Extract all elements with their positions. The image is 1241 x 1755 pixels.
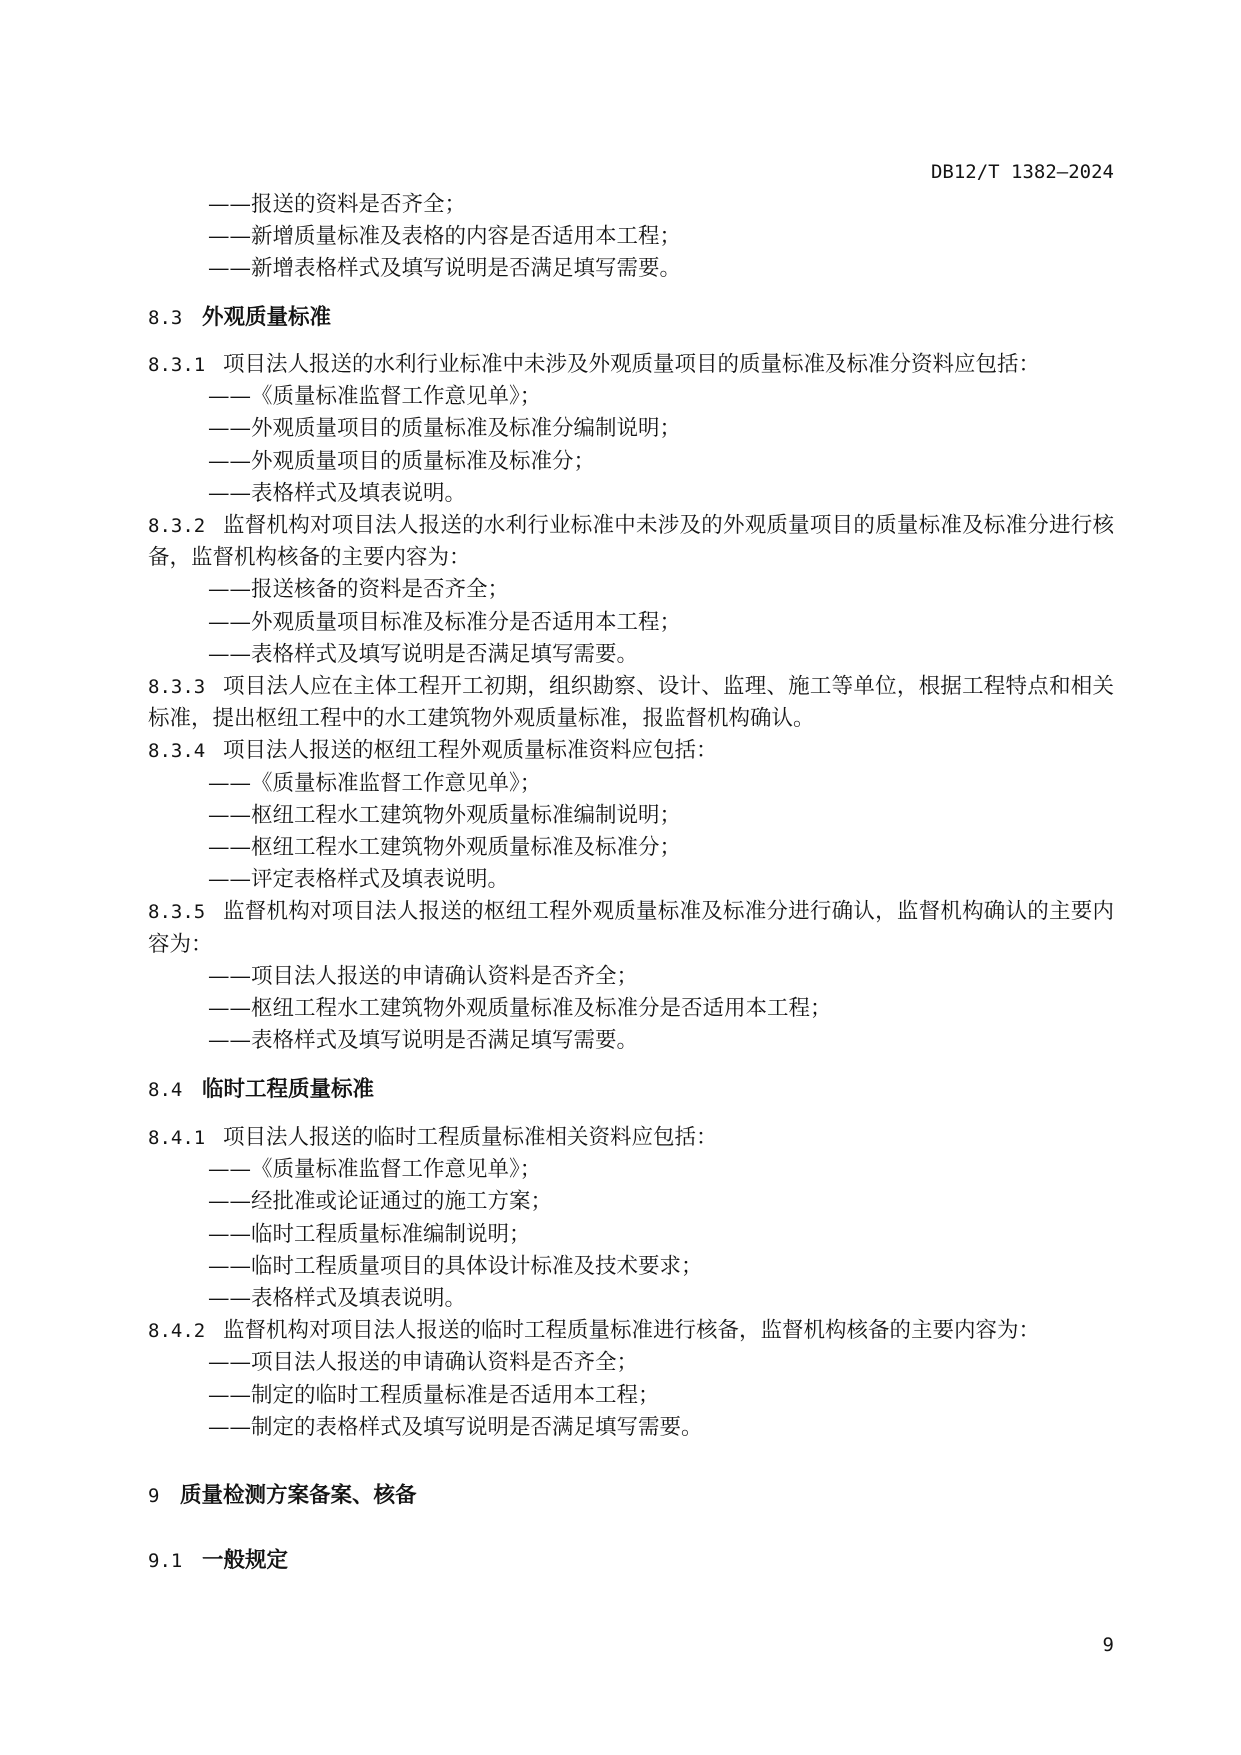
section-heading-8-4 bbox=[148, 1074, 374, 1106]
list-item: ——枢纽工程水工建筑物外观质量标准及标准分； bbox=[208, 835, 682, 860]
clause-8-4-1 bbox=[148, 1122, 718, 1154]
clause-8-3-3 bbox=[148, 671, 1114, 703]
clause-text-line: 项目法人报送的临时工程质量标准相关资料应包括： bbox=[223, 1125, 718, 1150]
list-item: ——表格样式及填写说明是否满足填写需要。 bbox=[208, 642, 639, 667]
section-title: 临时工程质量标准 bbox=[202, 1077, 375, 1102]
list-item: ——表格样式及填表说明。 bbox=[208, 481, 467, 506]
list-item: ——临时工程质量标准编制说明； bbox=[208, 1222, 531, 1247]
list-item: ——表格样式及填写说明是否满足填写需要。 bbox=[208, 1028, 639, 1053]
page-number: 9 bbox=[1102, 1634, 1114, 1656]
list-item: ——枢纽工程水工建筑物外观质量标准编制说明； bbox=[208, 803, 682, 828]
clause-8-3-5 bbox=[148, 896, 1114, 928]
clause-number: 8.3.4 bbox=[148, 740, 206, 762]
clause-text-continuation: 备，监督机构核备的主要内容为： bbox=[148, 545, 471, 570]
list-item: ——外观质量项目标准及标准分是否适用本工程； bbox=[208, 610, 682, 635]
clause-8-3-2 bbox=[148, 510, 1114, 542]
clause-8-3-4 bbox=[148, 735, 718, 767]
list-item: ——《质量标准监督工作意见单》； bbox=[208, 1157, 542, 1182]
clause-text-continuation: 标准，提出枢纽工程中的水工建筑物外观质量标准，报监督机构确认。 bbox=[148, 706, 815, 731]
list-item: ——《质量标准监督工作意见单》； bbox=[208, 771, 542, 796]
clause-number: 8.3.1 bbox=[148, 354, 206, 376]
list-item: ——外观质量项目的质量标准及标准分； bbox=[208, 449, 596, 474]
clause-number: 8.3.2 bbox=[148, 515, 206, 537]
clause-number: 8.3.3 bbox=[148, 676, 206, 698]
section-number: 8.3 bbox=[148, 307, 183, 329]
clause-text-line: 监督机构对项目法人报送的水利行业标准中未涉及的外观质量项目的质量标准及标准分进行核 bbox=[223, 513, 1114, 538]
section-number: 9.1 bbox=[148, 1550, 183, 1572]
section-heading-8-3 bbox=[148, 302, 331, 334]
clause-text-line: 监督机构对项目法人报送的临时工程质量标准进行核备，监督机构核备的主要内容为： bbox=[223, 1318, 1041, 1343]
list-item: ——枢纽工程水工建筑物外观质量标准及标准分是否适用本工程； bbox=[208, 996, 832, 1021]
section-heading-9-1 bbox=[148, 1545, 288, 1577]
section-number: 8.4 bbox=[148, 1079, 183, 1101]
list-item: ——项目法人报送的申请确认资料是否齐全； bbox=[208, 964, 639, 989]
list-item: ——评定表格样式及填表说明。 bbox=[208, 867, 510, 892]
clause-number: 8.4.1 bbox=[148, 1127, 206, 1149]
clause-text-line: 项目法人报送的枢纽工程外观质量标准资料应包括： bbox=[223, 738, 718, 763]
clause-number: 8.3.5 bbox=[148, 901, 206, 923]
document-code-header: DB12/T 1382—2024 bbox=[930, 161, 1114, 183]
list-item: ——报送的资料是否齐全； bbox=[208, 192, 467, 217]
list-item: ——新增质量标准及表格的内容是否适用本工程； bbox=[208, 224, 682, 249]
clause-8-4-2 bbox=[148, 1315, 1040, 1347]
list-item: ——项目法人报送的申请确认资料是否齐全； bbox=[208, 1350, 639, 1375]
clause-text-line: 监督机构对项目法人报送的枢纽工程外观质量标准及标准分进行确认，监督机构确认的主要内 bbox=[223, 899, 1114, 924]
list-item: ——报送核备的资料是否齐全； bbox=[208, 577, 510, 602]
list-item: ——表格样式及填表说明。 bbox=[208, 1286, 467, 1311]
chapter-heading-9 bbox=[148, 1480, 417, 1512]
list-item: ——制定的表格样式及填写说明是否满足填写需要。 bbox=[208, 1415, 703, 1440]
list-item: ——经批准或论证通过的施工方案； bbox=[208, 1189, 553, 1214]
chapter-title: 质量检测方案备案、核备 bbox=[180, 1483, 417, 1508]
list-item: ——外观质量项目的质量标准及标准分编制说明； bbox=[208, 416, 682, 441]
clause-text-continuation: 容为： bbox=[148, 932, 213, 957]
section-title: 外观质量标准 bbox=[202, 305, 332, 330]
section-title: 一般规定 bbox=[202, 1548, 289, 1573]
chapter-number: 9 bbox=[148, 1485, 160, 1507]
clause-text-line: 项目法人应在主体工程开工初期，组织勘察、设计、监理、施工等单位，根据工程特点和相关 bbox=[223, 674, 1114, 699]
list-item: ——新增表格样式及填写说明是否满足填写需要。 bbox=[208, 256, 682, 281]
list-item: ——《质量标准监督工作意见单》； bbox=[208, 384, 542, 409]
clause-number: 8.4.2 bbox=[148, 1320, 206, 1342]
list-item: ——制定的临时工程质量标准是否适用本工程； bbox=[208, 1383, 660, 1408]
list-item: ——临时工程质量项目的具体设计标准及技术要求； bbox=[208, 1254, 703, 1279]
clause-text-line: 项目法人报送的水利行业标准中未涉及外观质量项目的质量标准及标准分资料应包括： bbox=[223, 352, 1041, 377]
clause-8-3-1 bbox=[148, 349, 1040, 381]
